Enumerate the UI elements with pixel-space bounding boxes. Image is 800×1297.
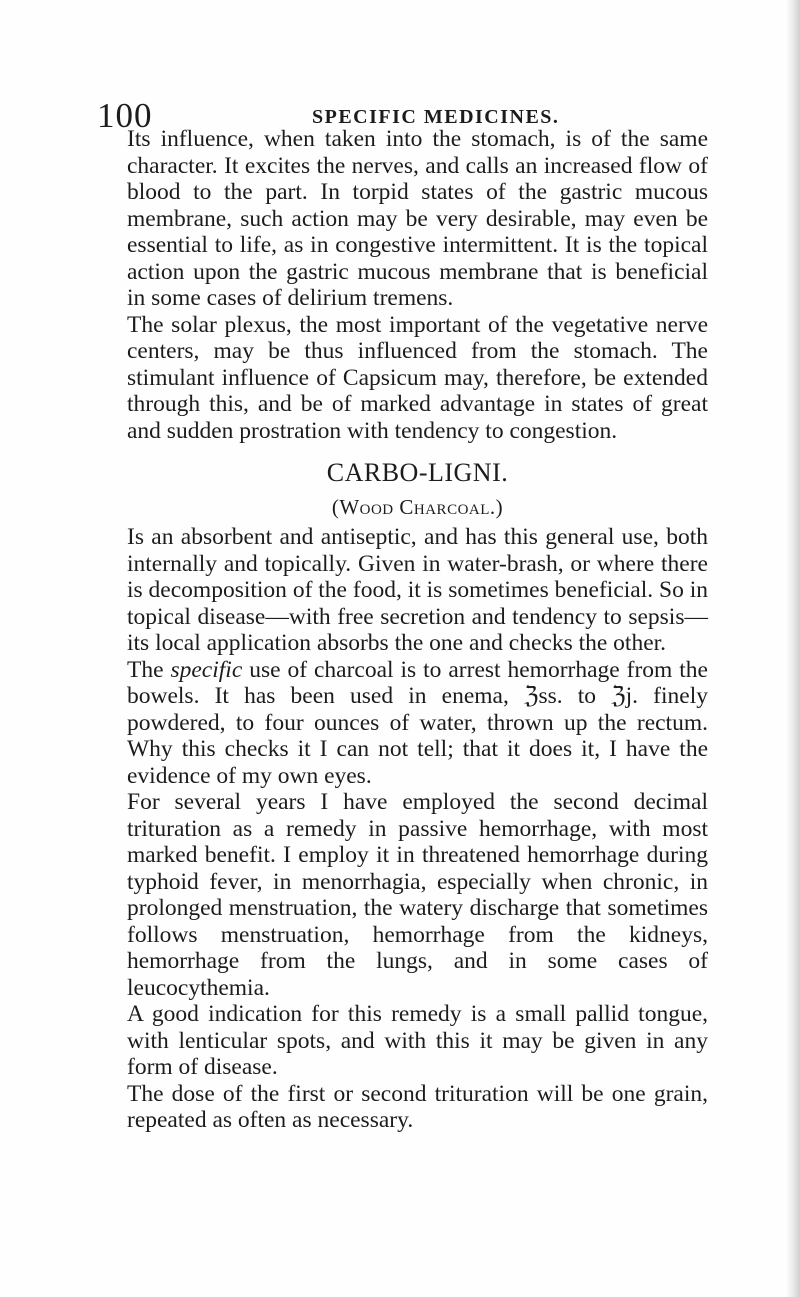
paragraph-capsicum-stomach: Its influence, when taken into the stomach, is of the same character. It excites the nerves, and calls an increased flow of blood to the part. In torpid states of the gastric mucous membrane, such action may be very desirable, may even be essential to life, as in congestive intermittent. It is the topical action upon the gastric mucous membrane that is beneficial in some cases of delirium tremens. xyxy=(127,126,708,311)
section-subtitle: (Wood Charcoal.) xyxy=(331,495,504,519)
paragraph-solar-plexus: The solar plexus, the most important of the vegetative nerve centers, may be thus influenced from the stomach. The stimulant influence of Capsicum may, therefore, be extended through this, and be of marked advantage in states of great and sudden prostration with tendency to congestion. xyxy=(127,311,708,444)
body-text xyxy=(127,126,708,1134)
section-title: CARBO-LIGNI. xyxy=(326,458,509,487)
paragraph-trituration: For several years I have employed the second decimal trituration as a remedy in passive hemorrhage, with most marked benefit. I employ it in threatened hemorrhage during typhoid fever, in menorrhagia, especially when chronic, in prolonged menstruation, the watery discharge that sometimes follows menstruation, hemorrhage from the kidneys, hemorrhage from the lungs, and in some cases of leucocythemia. xyxy=(127,789,708,1001)
paragraph-absorbent: Is an absorbent and antiseptic, and has this general use, both internally and topically. Given in water-brash, or where there is decomposition of the food, it is sometimes beneficial. So in topical disease—with free secretion and tendency to sepsis—its local application absorbs the one and checks the other. xyxy=(127,524,708,656)
paragraph-specific-lead: The xyxy=(127,656,171,683)
running-head: SPECIFIC MEDICINES. xyxy=(312,106,560,128)
paragraph-specific-rest: use of charcoal is to arrest hemorrhage from the bowels. It has been used in enema, ℨss. to ℨj. finely powdered, to four ounces of water, thrown up the rectum. Why this checks it I can not tell; that it does it, I have the evidence of my own eyes. xyxy=(127,656,708,789)
paragraph-indication: A good indication for this remedy is a small pallid tongue, with lenticular spots, and with this it may be given in any form of disease. xyxy=(127,1001,708,1080)
specific-italic: specific xyxy=(170,656,243,683)
page-edge-shadow xyxy=(786,0,800,1297)
paragraph-dose: The dose of the first or second trituration will be one grain, repeated as often as necessary. xyxy=(127,1080,708,1133)
page-number: 100 xyxy=(97,96,153,135)
paragraph-specific-use xyxy=(127,657,708,790)
